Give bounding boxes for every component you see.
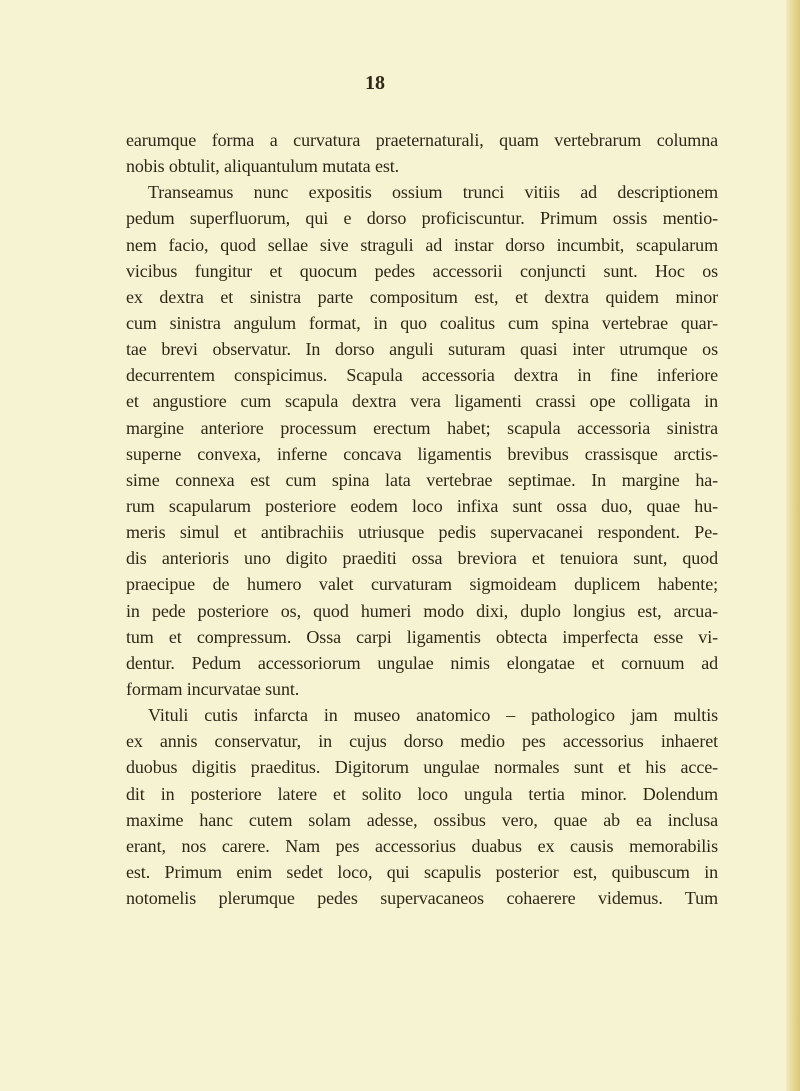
text-line: meris simul et antibrachiis utriusque pedis supervacanei respondent. Pe- [126, 522, 718, 543]
text-line: superne convexa, inferne concava ligamentis brevibus crassisque arctis- [126, 443, 718, 464]
body-text [126, 127, 718, 911]
text-line: tum et compressum. Ossa carpi ligamentis obtecta imperfecta esse vi- [126, 626, 718, 647]
text-line: ex dextra et sinistra parte compositum est, et dextra quidem minor [126, 286, 718, 307]
text-line: nobis obtulit, aliquantulum mutata est. [126, 156, 400, 177]
text-line: rum scapularum posteriore eodem loco infixa sunt ossa duo, quae hu- [126, 495, 718, 516]
text-line: est. Primum enim sedet loco, qui scapulis posterior est, quibuscum in [126, 861, 718, 882]
text-line: dit in posteriore latere et solito loco ungula tertia minor. Dolendum [126, 783, 718, 804]
text-line: tae brevi observatur. In dorso anguli suturam quasi inter utrumque os [126, 339, 718, 360]
text-line: maxime hanc cutem solam adesse, ossibus vero, quae ab ea inclusa [126, 809, 718, 830]
text-line: decurrentem conspicimus. Scapula accessoria dextra in fine inferiore [126, 365, 718, 386]
text-line: praecipue de humero valet curvaturam sigmoideam duplicem habente; [126, 574, 718, 595]
page-number: 18 [365, 72, 385, 94]
text-line: margine anteriore processum erectum habet; scapula accessoria sinistra [126, 417, 718, 438]
text-line: dis anterioris uno digito praediti ossa breviora et tenuiora sunt, quod [126, 548, 718, 569]
text-line: sime connexa est cum spina lata vertebrae septimae. In margine ha- [126, 469, 718, 490]
text-line: earumque forma a curvatura praeternaturali, quam vertebrarum columna [126, 130, 718, 150]
text-line: et angustiore cum scapula dextra vera ligamenti crassi ope colligata in [126, 391, 718, 412]
text-line: vicibus fungitur et quocum pedes accessorii conjuncti sunt. Hoc os [126, 260, 718, 281]
text-line: notomelis plerumque pedes supervacaneos cohaerere videmus. Tum [126, 888, 718, 909]
text-line: in pede posteriore os, quod humeri modo dixi, duplo longius est, arcua- [126, 600, 718, 621]
text-line: Transeamus nunc expositis ossium trunci vitiis ad descriptionem [148, 182, 718, 203]
text-line: pedum superfluorum, qui e dorso proficiscuntur. Primum ossis mentio- [126, 208, 718, 229]
text-line: ex annis conservatur, in cujus dorso medio pes accessorius inhaeret [126, 731, 718, 752]
text-line: erant, nos carere. Nam pes accessorius duabus ex causis memorabilis [126, 835, 718, 856]
text-line: cum sinistra angulum format, in quo coalitus cum spina vertebrae quar- [126, 312, 718, 333]
page-edge-shadow [786, 0, 800, 1091]
text-line: nem facio, quod sellae sive straguli ad instar dorso incumbit, scapularum [126, 234, 718, 255]
text-line: Vituli cutis infarcta in museo anatomico – pathologico jam multis [148, 705, 718, 726]
text-line: dentur. Pedum accessoriorum ungulae nimis elongatae et cornuum ad [126, 652, 718, 673]
text-line: formam incurvatae sunt. [126, 678, 300, 699]
text-line: duobus digitis praeditus. Digitorum ungulae normales sunt et his acce- [126, 757, 718, 778]
